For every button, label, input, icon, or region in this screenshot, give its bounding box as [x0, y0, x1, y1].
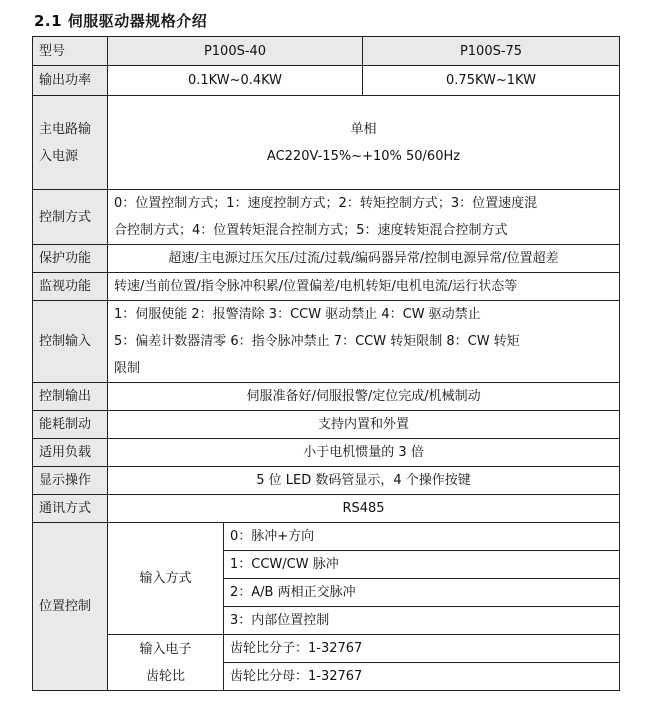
gear-ratio-label-line-1: 输入电子: [139, 641, 192, 657]
control-mode-value: [108, 190, 620, 245]
power-input-phase: 单相: [350, 121, 377, 137]
monitoring-label: 监视功能: [33, 273, 108, 301]
display-label: 显示操作: [33, 467, 108, 495]
communication-label: 通讯方式: [33, 495, 108, 523]
control-mode-label: 控制方式: [33, 190, 108, 245]
spec-table: [32, 36, 620, 691]
input-mode-0: 0：脉冲+方向: [224, 523, 620, 551]
output-power-model-2: 0.75KW~1KW: [363, 66, 620, 96]
table-row-monitoring: [33, 273, 620, 301]
power-input-label-line-2: 入电源: [39, 148, 79, 164]
power-input-label-line-1: 主电路输: [39, 121, 92, 137]
display-value: 5 位 LED 数码管显示，4 个操作按键: [108, 467, 620, 495]
control-input-value: [108, 301, 620, 383]
protection-label: 保护功能: [33, 245, 108, 273]
position-control-label: 位置控制: [33, 523, 108, 691]
input-mode-label: 输入方式: [108, 523, 224, 635]
power-input-value: [108, 96, 620, 190]
braking-value: 支持内置和外置: [108, 411, 620, 439]
table-row-protection: [33, 245, 620, 273]
table-row-communication: [33, 495, 620, 523]
control-mode-line-2: 合控制方式；4：位置转矩混合控制方式；5：速度转矩混合控制方式: [114, 223, 508, 238]
input-mode-1: 1：CCW/CW 脉冲: [224, 551, 620, 579]
model-2: P100S-75: [363, 37, 620, 66]
power-input-label: [33, 96, 108, 190]
gear-ratio-label: [108, 635, 224, 691]
table-row-display: [33, 467, 620, 495]
gear-denominator: 齿轮比分母：1-32767: [224, 663, 620, 691]
control-output-value: 伺服准备好/伺服报警/定位完成/机械制动: [108, 383, 620, 411]
protection-value: 超速/主电源过压欠压/过流/过载/编码器异常/控制电源异常/位置超差: [108, 245, 620, 273]
table-row-position-mode-0: [33, 523, 620, 551]
table-row-output-power: [33, 66, 620, 96]
gear-numerator: 齿轮比分子：1-32767: [224, 635, 620, 663]
control-input-line-3: 限制: [114, 361, 141, 376]
section-heading: 2.1 伺服驱动器规格介绍: [34, 12, 208, 30]
table-row-power-input: [33, 96, 620, 190]
control-output-label: 控制输出: [33, 383, 108, 411]
power-input-voltage: AC220V-15%~+10% 50/60Hz: [266, 148, 461, 164]
load-label: 适用负载: [33, 439, 108, 467]
gear-ratio-label-line-2: 齿轮比: [145, 668, 185, 684]
control-input-line-2: 5：偏差计数器清零 6：指令脉冲禁止 7：CCW 转矩限制 8：CW 转矩: [114, 334, 520, 349]
monitoring-value: 转速/当前位置/指令脉冲积累/位置偏差/电机转矩/电机电流/运行状态等: [108, 273, 620, 301]
control-input-line-1: 1：伺服使能 2：报警清除 3：CCW 驱动禁止 4：CW 驱动禁止: [114, 307, 481, 322]
load-value: 小于电机惯量的 3 倍: [108, 439, 620, 467]
table-row-braking: [33, 411, 620, 439]
table-row-header: [33, 37, 620, 66]
communication-value: RS485: [108, 495, 620, 523]
control-mode-line-1: 0：位置控制方式；1：速度控制方式；2：转矩控制方式；3：位置速度混: [114, 196, 538, 211]
table-row-load: [33, 439, 620, 467]
output-power-model-1: 0.1KW~0.4KW: [108, 66, 363, 96]
table-row-control-output: [33, 383, 620, 411]
table-row-control-mode: [33, 190, 620, 245]
output-power-label: 输出功率: [33, 66, 108, 96]
braking-label: 能耗制动: [33, 411, 108, 439]
input-mode-2: 2：A/B 两相正交脉冲: [224, 579, 620, 607]
model-label: 型号: [33, 37, 108, 66]
model-1: P100S-40: [108, 37, 363, 66]
input-mode-3: 3：内部位置控制: [224, 607, 620, 635]
control-input-label: 控制输入: [33, 301, 108, 383]
table-row-control-input: [33, 301, 620, 383]
table-row-gear-numerator: [33, 635, 620, 663]
